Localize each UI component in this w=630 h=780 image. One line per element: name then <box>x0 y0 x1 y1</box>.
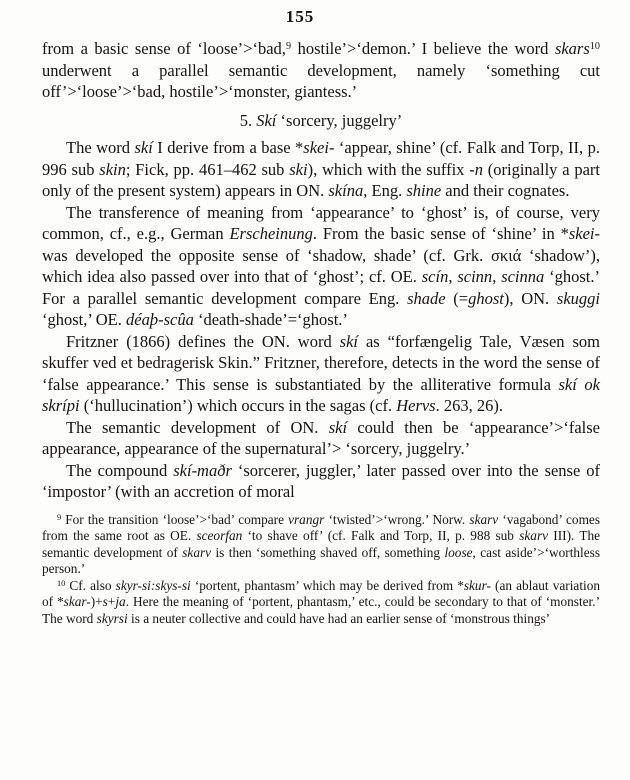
paragraph: The transference of meaning from ‘appearance’ to ‘ghost’ is, of course, very common, cf., e.g., German Erscheinung. From the basic sense of ‘shine’ in *skei- was developed the opposite sense of ‘shadow, shade’ (cf. Grk. σκιά ‘shadow’), which idea also passed over into that of ‘ghost’; cf. OE. scín, scinn, scinna ‘ghost.’ For a parallel semantic development compare Eng. shade (=ghost), ON. skuggi ‘ghost,’ OE. déaþ-scûa ‘death-shade’=‘ghost.’ <box>42 202 601 329</box>
paragraph: from a basic sense of ‘loose’>‘bad,$^9$ hostile’>‘demon.’ I believe the word skars$^{10}$ underwent a parallel semantic development, namely ‘something cut off’>‘loose’>‘bad, hostile’>‘monster, giantess.’ <box>42 39 600 101</box>
footnote: $^9$ For the transition ‘loose’>‘bad’ compare vrangr ‘twisted’>‘wrong.’ Norw. skarv ‘vagabond’ comes from the same root as OE. sceorfan ‘to shave off’ (cf. Falk and Torp, II, p. 988 sub skarv III). The semantic development of skarv is then ‘something shaved off, something loose, cast aside’>‘worthless person.’ <box>42 511 600 577</box>
page-number: 155 <box>285 7 315 26</box>
paragraph: The compound skí-maðr ‘sorcerer, juggler,’ later passed over into the sense of ‘impostor’ (with an accretion of moral <box>42 460 601 501</box>
section-heading: 5. Skí ‘sorcery, juggelry’ <box>239 110 403 130</box>
paragraph: The word skí I derive from a base *skei- ‘appear, shine’ (cf. Falk and Torp, II, p. 996 sub skin; Fick, pp. 461–462 sub ski), which with the suffix -n (originally a part only of the present system) appears in ON. skína, Eng. shine and their cognates. <box>42 138 600 200</box>
paragraph: The semantic development of ON. skí could then be ‘appearance’>‘false appearance, appearance of the supernatural’> ‘sorcery, juggelry.’ <box>42 417 600 458</box>
paragraph: Fritzner (1866) defines the ON. word skí as “forfængelig Tale, Væsen som skuffer ved et bedragerisk Skin.” Fritzner, therefore, detects in the word the sense of ‘false appearance.’ This sense is substantiated by the alliterative formula skí ok skrípi (‘hullucination’) which occurs in the sagas (cf. Hervs. 263, 26). <box>42 331 600 415</box>
page-body <box>42 38 600 503</box>
footnote: $^{10}$ Cf. also skyr-si:skys-si ‘portent, phantasm’ which may be derived from *skur- (an ablaut variation of *skar-)+s+ja. Here the meaning of ‘portent, phantasm,’ etc., could be secondary to that of ‘monster.’ The word skyrsi is a neuter collective and could have had an earlier sense of ‘monstrous things’ <box>42 577 601 627</box>
footnotes <box>42 512 600 628</box>
